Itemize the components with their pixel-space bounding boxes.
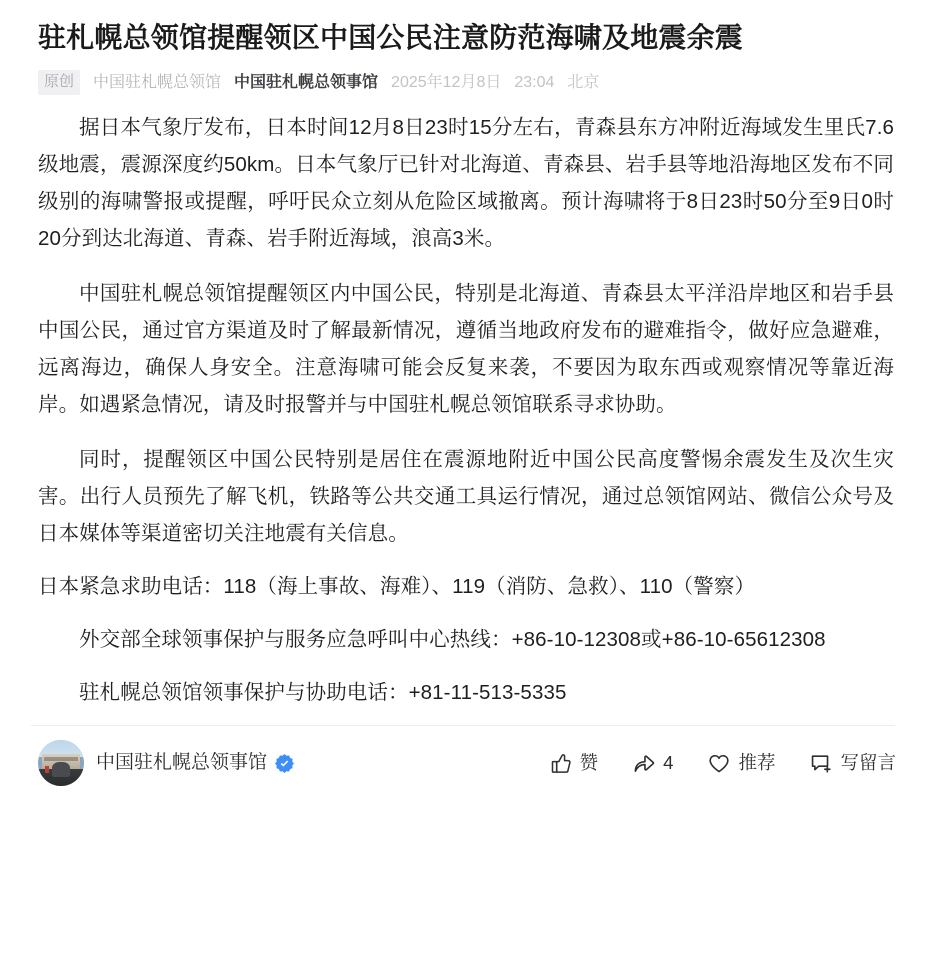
- meta-date: 2025年12月8日: [391, 73, 502, 91]
- avatar[interactable]: [38, 740, 84, 786]
- meta-source: 中国驻札幌总领馆: [93, 73, 222, 91]
- recommend-label: 推荐: [738, 752, 776, 773]
- contact-line-japan-emergency: 日本紧急求助电话：118（海上事故、海难）、119（消防、急救）、110（警察）: [38, 575, 756, 598]
- article-meta: [0, 58, 930, 95]
- avatar-accent: [45, 766, 49, 773]
- thumbs-up-icon: [550, 752, 573, 775]
- contact-line-mfa-hotline: 外交部全球领事保护与服务应急呼叫中心热线：+86-10-12308或+86-10-65612308: [79, 628, 826, 651]
- contact-line-consulate-hotline: 驻札幌总领馆领事保护与协助电话：+81-11-513-5335: [79, 681, 567, 704]
- heart-icon: [707, 752, 731, 775]
- page-title: 驻札幌总领馆提醒领区中国公民注意防范海啸及地震余震: [38, 22, 744, 53]
- comment-plus-icon: [809, 752, 833, 775]
- article-paragraph-2: 中国驻札幌总领馆提醒领区内中国公民，特别是北海道、青森县太平洋沿岸地区和岩手县中国公民，通过官方渠道及时了解最新情况，遵循当地政府发布的避难指令，做好应急避难，远离海边，确保人身安全。注意海啸可能会反复来袭，不要因为取东西或观察情况等靠近海岸。如遇紧急情况，请及时报警并与中国驻札幌总领馆联系寻求协助。: [38, 282, 894, 416]
- article-paragraph-1: 据日本气象厅发布，日本时间12月8日23时15分左右，青森县东方冲附近海域发生里氏7.6级地震，震源深度约50km。日本气象厅已针对北海道、青森县、岩手县等地沿海地区发布不同级别的海啸警报或提醒，呼吁民众立刻从危险区域撤离。预计海啸将于8日23时50分至9日0时20分到达北海道、青森、岩手附近海域，浪高3米。: [38, 116, 894, 250]
- article-body: [0, 95, 930, 711]
- write-comment-button[interactable]: [809, 751, 896, 775]
- meta-account[interactable]: 中国驻札幌总领事馆: [234, 73, 379, 91]
- verified-badge-icon: [274, 753, 295, 774]
- share-arrow-icon: [632, 752, 656, 775]
- article-paragraph-3: 同时，提醒领区中国公民特别是居住在震源地附近中国公民高度警惕余震发生及次生灾害。出行人员预先了解飞机，铁路等公共交通工具运行情况，通过总领馆网站、微信公众号及日本媒体等渠道密切关注地震有关信息。: [38, 448, 894, 545]
- footer-account[interactable]: [38, 740, 295, 786]
- footer-account-name[interactable]: 中国驻札幌总领事馆: [96, 752, 268, 773]
- recommend-button[interactable]: [707, 751, 775, 775]
- share-button[interactable]: [632, 751, 673, 775]
- share-count: 4: [663, 752, 674, 773]
- meta-location: 北京: [567, 73, 600, 91]
- like-button[interactable]: [550, 751, 599, 775]
- article-footer: [0, 726, 930, 786]
- footer-actions: [550, 751, 896, 775]
- avatar-figure: [52, 762, 70, 777]
- like-label: 赞: [579, 752, 599, 773]
- meta-time: 23:04: [514, 73, 555, 91]
- original-badge: 原创: [38, 70, 80, 95]
- write-comment-label: 写留言: [840, 752, 896, 773]
